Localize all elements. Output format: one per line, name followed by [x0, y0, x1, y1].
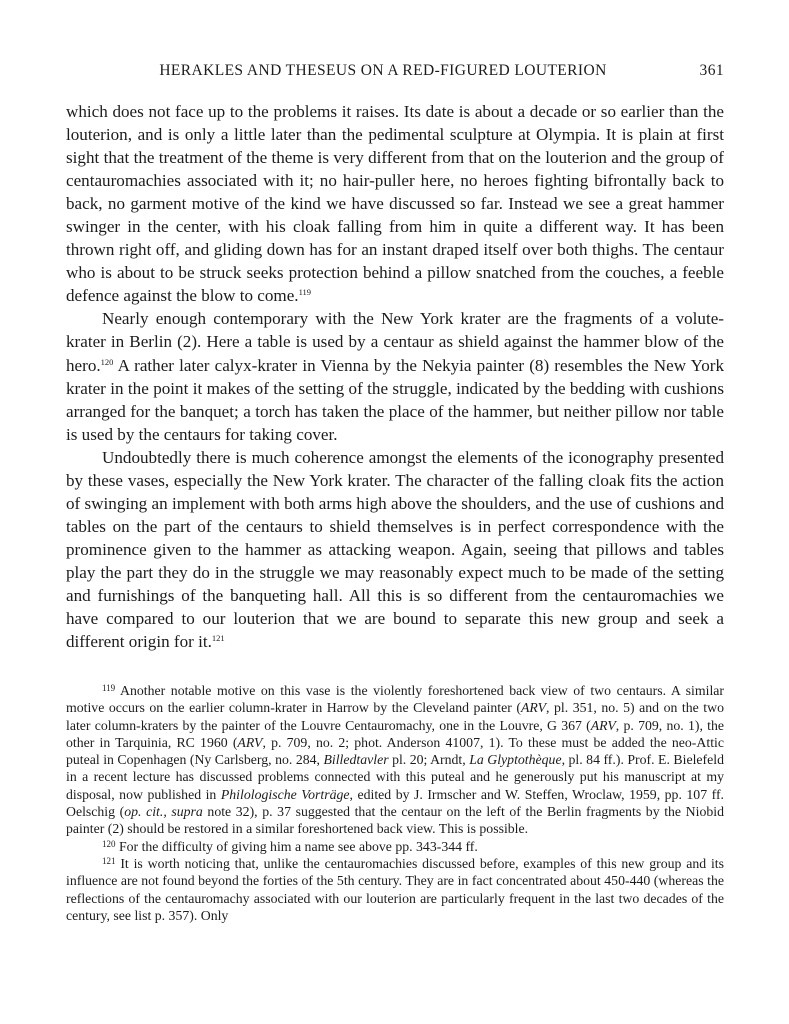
paragraph-1: which does not face up to the problems it raises. Its date is about a decade or so earlier than the louterion, and is only a little later than the pedimental sculpture at Olympia. It is plain at first sight that the treatment of the theme is very different from that on the louterion and the group of centauromachies associated with it; no hair-puller here, no heroes fighting bifrontally back to back, no garment motive of the kind we have discussed so far. Instead we see a great hammer swinger in the center, with his cloak falling from him in quite a different way. It has been thrown right off, and gliding down has for an instant draped itself over both thighs. The centaur who is about to be struck seeks protection behind a pillow snatched from the couches, a feeble defence against the blow to come.$^{119}$ [66, 102, 724, 306]
running-title: HERAKLES AND THESEUS ON A RED-FIGURED LOUTERION [159, 62, 607, 79]
footnote-number: 120 [102, 838, 116, 849]
footnote-ref-120[interactable]: 120 [100, 356, 114, 367]
main-text [66, 100, 724, 653]
footnote-120: $^{120}$ For the difficulty of giving him a name see above pp. 343-344 ff. [102, 838, 478, 854]
footnote-ref-119[interactable]: 119 [298, 287, 312, 298]
footnotes [66, 682, 724, 924]
footnote-121: $^{121}$ It is worth noticing that, unlike the centauromachies discussed before, examples of this new group and its influence are not found beyond the forties of the 5th century. They are in fact concentrated about 450-440 (whereas the reflections of the centauromachy associated with our louterion are particularly frequent in the last two decades of the century, see list p. 357). Only [66, 855, 724, 923]
footnote-number: 119 [102, 683, 116, 693]
paragraph-2: Nearly enough contemporary with the New York krater are the fragments of a volute-krater in Berlin (2). Here a table is used by a centaur as shield against the hammer blow of the hero.$^{120}$ A rather later calyx-krater in Vienna by the Nekyia painter (8) resembles the New York krater in the point it makes of the setting of the struggle, indicated by the bedding with cushions arranged for the banquet; a torch has taken the place of the hammer, but neither pillow nor table is used by the centaurs for taking cover. [66, 309, 724, 444]
running-header [66, 62, 724, 84]
page-number: 361 [699, 62, 724, 79]
footnote-number: 121 [102, 855, 116, 866]
footnote-119: $^{119}$ Another notable motive on this vase is the violently foreshortened back view of two centaurs. A similar motive occurs on the earlier column-krater in Harrow by the Cleveland painter (ARV, pl. 351, no. 5) and on the two later column-kraters by the painter of the Louvre Centauromachy, one in the Louvre, G 367 (ARV, p. 709, no. 1), the other in Tarquinia, RC 1960 (ARV, p. 709, no. 2; phot. Anderson 41007, 1). To these must be added the neo-Attic puteal in Copenhagen (Ny Carlsberg, no. 284, Billedtavler pl. 20; Arndt, La Glyptothèque, pl. 84 ff.). Prof. E. Bielefeld in a recent lecture has discussed problems connected with this puteal and he generously put his manuscript at my disposal, now published in Philologische Vorträge, edited by J. Irmscher and W. Steffen, Wroclaw, 1959, pp. 107 ff. Oelschig (op. cit., supra note 32), p. 37 suggested that the centaur on the left of the Berlin fragments by the Niobid painter (2) should be restored in a similar foreshortened back view. This is possible. [66, 683, 724, 837]
footnote-ref-121[interactable]: 121 [211, 633, 225, 644]
paragraph-3: Undoubtedly there is much coherence amongst the elements of the iconography presented by these vases, especially the New York krater. The character of the falling cloak fits the action of swinging an implement with both arms high above the shoulders, and the use of cushions and tables on the part of the centaurs to shield themselves is in perfect correspondence with the prominence given to the hammer as attacking weapon. Again, seeing that pillows and tables play the part they do in the struggle we may reasonably expect much to be made of the setting and furnishings of the banqueting hall. All this is so different from the centauromachies we have compared to our louterion that we are bound to separate this new group and seek a different origin for it.$^{121}$ [66, 447, 724, 652]
